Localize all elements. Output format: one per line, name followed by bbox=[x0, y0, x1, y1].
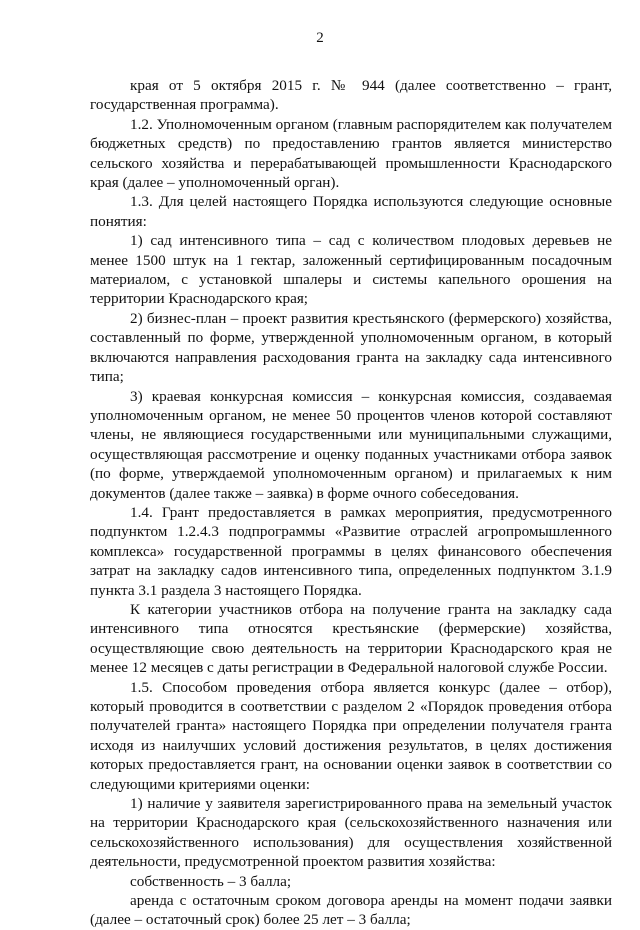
paragraph: 1.4. Грант предоставляется в рамках мероприятия, предусмотренного подпунктом 1.2.4.3 подпрограммы «Развитие отраслей агропромышленного комплекса» государственной программы в целях финансового обеспечения затрат на закладку садов интенсивного типа, определенных подпунктом 3.1.9 пункта 3.1 раздела 3 настоящего Порядка. bbox=[90, 503, 612, 599]
paragraph: 2) бизнес-план – проект развития крестьянского (фермерского) хозяйства, составленный по форме, утвержденной уполномоченным органом, в который включаются направления расходования гранта на закладку сада интенсивного типа; bbox=[90, 309, 612, 386]
paragraph: 1.2. Уполномоченным органом (главным распорядителем как получателем бюджетных средств) по предоставлению грантов является министерство сельского хозяйства и перерабатывающей промышленности Краснодарского края (далее – уполномоченный орган). bbox=[90, 115, 612, 192]
paragraph: аренда с остаточным сроком договора аренды на момент подачи заявки (далее – остаточный срок) более 25 лет – 3 балла; bbox=[90, 892, 612, 929]
paragraph: 1) наличие у заявителя зарегистрированного права на земельный участок на территории Краснодарского края (сельскохозяйственного назначения или сельскохозяйственного использования) для осуществления хозяйственной деятельности, предусмотренной проектом развития хозяйства: bbox=[90, 795, 612, 871]
paragraph: собственность – 3 балла; bbox=[130, 872, 292, 890]
paragraph: 1) сад интенсивного типа – сад с количеством плодовых деревьев не менее 1500 штук на 1 гектар, заложенный сертифицированным посадочным материалом, с установкой шпалеры и системы капельного орошения на территории Краснодарского края; bbox=[90, 232, 612, 308]
paragraph: края от 5 октября 2015 г. № 944 (далее соответственно – грант, государственная программа). bbox=[90, 77, 612, 114]
paragraph: К категории участников отбора на получение гранта на закладку сада интенсивного типа относятся крестьянские (фермерские) хозяйства, осуществляющие свою деятельность на территории Краснодарского края не менее 12 месяцев с даты регистрации в Федеральной налоговой службе России. bbox=[90, 600, 612, 677]
document-body bbox=[90, 76, 612, 930]
paragraph: 1.5. Способом проведения отбора является конкурс (далее – отбор), который проводится в соответствии с разделом 2 «Порядок проведения отбора получателей гранта» настоящего Порядка при определении получателя гранта исходя из наилучших условий достижения результатов, в целях достижения которых предоставляется грант, на основании оценки заявок в соответствии со следующими критериями оценки: bbox=[90, 678, 612, 793]
page-number: 2 bbox=[316, 30, 324, 46]
paragraph: 3) краевая конкурсная комиссия – конкурсная комиссия, создаваемая уполномоченным органом, не менее 50 процентов членов которой составляют члены, не являющиеся государственными или муниципальными служащими, осуществляющая рассмотрение и оценку поданных участниками отбора заявок (по форме, утверждаемой уполномоченным органом) и прилагаемых к ним документов (далее также – заявка) в форме очного собеседования. bbox=[90, 387, 612, 502]
paragraph: 1.3. Для целей настоящего Порядка используются следующие основные понятия: bbox=[90, 193, 612, 230]
